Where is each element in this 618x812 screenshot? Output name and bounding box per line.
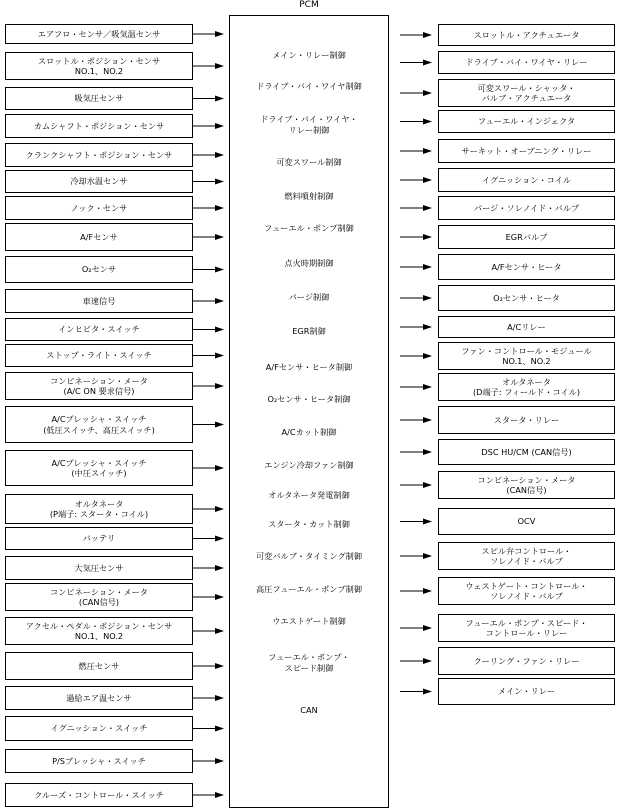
- output-arrow-head: [423, 32, 432, 38]
- output-box: フューエル・インジェクタ: [438, 110, 615, 133]
- input-arrow-head: [215, 31, 224, 37]
- output-arrow-head: [423, 482, 432, 488]
- input-arrow-head: [215, 506, 224, 512]
- output-box: クーリング・ファン・リレー: [438, 647, 615, 675]
- input-box: イグニッション・スイッチ: [5, 716, 193, 741]
- pcm-function: CAN: [300, 704, 318, 715]
- pcm-function: 高圧フューエル・ポンプ制御: [255, 583, 363, 594]
- input-box: A/Cプレッシャ・スイッチ (中圧スイッチ): [5, 450, 193, 486]
- output-arrow-head: [423, 264, 432, 270]
- input-box: ストップ・ライト・スイッチ: [5, 344, 193, 367]
- input-box: A/Fセンサ: [5, 223, 193, 251]
- pcm-function: 可変スワール制御: [276, 156, 342, 167]
- input-arrow-head: [215, 565, 224, 571]
- input-box: インヒビタ・スイッチ: [5, 318, 193, 341]
- pcm-function: 点火時期制御: [284, 257, 334, 268]
- input-box: 冷却水温センサ: [5, 170, 193, 193]
- input-arrow-head: [215, 298, 224, 304]
- output-box: スロットル・アクチュエータ: [438, 24, 615, 46]
- output-box: イグニッション・コイル: [438, 168, 615, 192]
- pcm-function: フューエル・ポンプ・ スピード制御: [268, 652, 350, 673]
- input-arrow-head: [215, 205, 224, 211]
- input-arrow-head: [215, 536, 224, 542]
- input-box: アクセル・ペダル・ポジション・センサ NO.1、NO.2: [5, 617, 193, 645]
- input-arrow-head: [215, 758, 224, 764]
- pcm-function: EGR制御: [292, 325, 326, 336]
- pcm-function: オルタネータ発電制御: [268, 489, 350, 500]
- output-box: A/Fセンサ・ヒータ: [438, 254, 615, 280]
- output-arrow-head: [423, 177, 432, 183]
- output-box: ドライブ・バイ・ワイヤ・リレー: [438, 51, 615, 74]
- output-box: O₂センサ・ヒータ: [438, 285, 615, 311]
- input-arrow-head: [215, 383, 224, 389]
- input-box: カムシャフト・ポジション・センサ: [5, 114, 193, 138]
- output-box: A/Cリレー: [438, 316, 615, 338]
- output-box: スタータ・リレー: [438, 406, 615, 434]
- input-box: スロットル・ポジション・センサ NO.1、NO.2: [5, 52, 193, 80]
- input-arrow-head: [215, 663, 224, 669]
- pcm-function: メイン・リレー制御: [272, 49, 346, 60]
- input-box: A/Cプレッシャ・スイッチ (低圧スイッチ、高圧スイッチ): [5, 406, 193, 443]
- output-arrow-head: [423, 519, 432, 525]
- input-box: バッテリ: [5, 527, 193, 550]
- output-arrow-head: [423, 295, 432, 301]
- input-box: 吸気圧センサ: [5, 87, 193, 110]
- input-arrow-head: [215, 96, 224, 102]
- output-box: オルタネータ (D端子: フィールド・コイル): [438, 373, 615, 401]
- output-arrow-head: [423, 689, 432, 695]
- input-box: エアフロ・センサ／吸気温センサ: [5, 24, 193, 44]
- output-arrow-head: [423, 417, 432, 423]
- input-arrow-head: [215, 123, 224, 129]
- output-box: DSC HU/CM (CAN信号): [438, 439, 615, 465]
- input-arrow-head: [215, 792, 224, 798]
- input-arrow-head: [215, 695, 224, 701]
- output-box: コンビネーション・メータ (CAN信号): [438, 471, 615, 499]
- pcm-function: エンジン冷却ファン制御: [264, 459, 354, 470]
- input-arrow-head: [215, 353, 224, 359]
- output-arrow-head: [423, 148, 432, 154]
- pcm-title: PCM: [299, 0, 319, 10]
- pcm-function: フューエル・ポンプ制御: [264, 222, 354, 233]
- input-box: O₂センサ: [5, 256, 193, 283]
- output-box: ファン・コントロール・モジュール NO.1、NO.2: [438, 342, 615, 370]
- output-box: EGRバルブ: [438, 225, 615, 249]
- input-arrow-head: [215, 327, 224, 333]
- output-arrow-head: [423, 449, 432, 455]
- input-box: クランクシャフト・ポジション・センサ: [5, 143, 193, 167]
- output-arrow-head: [423, 553, 432, 559]
- input-arrow-head: [215, 594, 224, 600]
- output-box: フューエル・ポンプ・スピード・ コントロール・リレー: [438, 614, 615, 642]
- output-arrow-head: [423, 588, 432, 594]
- output-box: スピル弁コントロール・ ソレノイド・バルブ: [438, 542, 615, 570]
- output-arrow-head: [423, 90, 432, 96]
- input-box: 燃圧センサ: [5, 652, 193, 680]
- output-box: OCV: [438, 508, 615, 535]
- input-arrow-head: [215, 422, 224, 428]
- pcm-function: パージ制御: [288, 291, 330, 302]
- output-arrow-head: [423, 119, 432, 125]
- input-arrow-head: [215, 234, 224, 240]
- output-box: パージ・ソレノイド・バルブ: [438, 196, 615, 220]
- input-arrow-head: [215, 628, 224, 634]
- input-arrow-head: [215, 465, 224, 471]
- input-arrow-head: [215, 152, 224, 158]
- output-box: 可変スワール・シャッタ・ バルブ・アクチュエータ: [438, 79, 615, 107]
- input-arrow-head: [215, 726, 224, 732]
- pcm-function: スタータ・カット制御: [268, 518, 350, 529]
- pcm-function: A/Cカット制御: [281, 426, 337, 437]
- input-arrow-head: [215, 179, 224, 185]
- input-arrow-head: [215, 267, 224, 273]
- output-arrow-head: [423, 205, 432, 211]
- pcm-function: A/Fセンサ・ヒータ制御: [265, 361, 353, 372]
- input-box: コンビネーション・メータ (A/C ON 要求信号): [5, 372, 193, 400]
- input-box: 車速信号: [5, 289, 193, 313]
- input-box: 大気圧センサ: [5, 556, 193, 580]
- input-box: P/Sプレッシャ・スイッチ: [5, 749, 193, 773]
- input-box: ノック・センサ: [5, 196, 193, 220]
- output-arrow-head: [423, 324, 432, 330]
- input-box: クルーズ・コントロール・スイッチ: [5, 783, 193, 807]
- input-arrow-head: [215, 63, 224, 69]
- output-arrow-head: [423, 625, 432, 631]
- output-box: メイン・リレー: [438, 678, 615, 705]
- output-arrow-head: [423, 353, 432, 359]
- output-arrow-head: [423, 234, 432, 240]
- pcm-function: 可変バルブ・タイミング制御: [255, 550, 363, 561]
- input-box: コンビネーション・メータ (CAN信号): [5, 583, 193, 611]
- output-arrow-head: [423, 384, 432, 390]
- pcm-function: ウエストゲート制御: [272, 615, 346, 626]
- pcm-function: ドライブ・バイ・ワイヤ制御: [256, 80, 362, 91]
- pcm-function: ドライブ・バイ・ワイヤ・ リレー制御: [260, 114, 358, 135]
- input-box: 過給エア温センサ: [5, 686, 193, 710]
- output-box: ウェストゲート・コントロール・ ソレノイド・バルブ: [438, 577, 615, 605]
- output-arrow-head: [423, 60, 432, 66]
- pcm-function: 燃料噴射制御: [284, 190, 334, 201]
- input-box: オルタネータ (P端子: スタータ・コイル): [5, 494, 193, 524]
- pcm-function: O₂センサ・ヒータ制御: [267, 393, 351, 404]
- output-box: サーキット・オープニング・リレー: [438, 139, 615, 163]
- output-arrow-head: [423, 658, 432, 664]
